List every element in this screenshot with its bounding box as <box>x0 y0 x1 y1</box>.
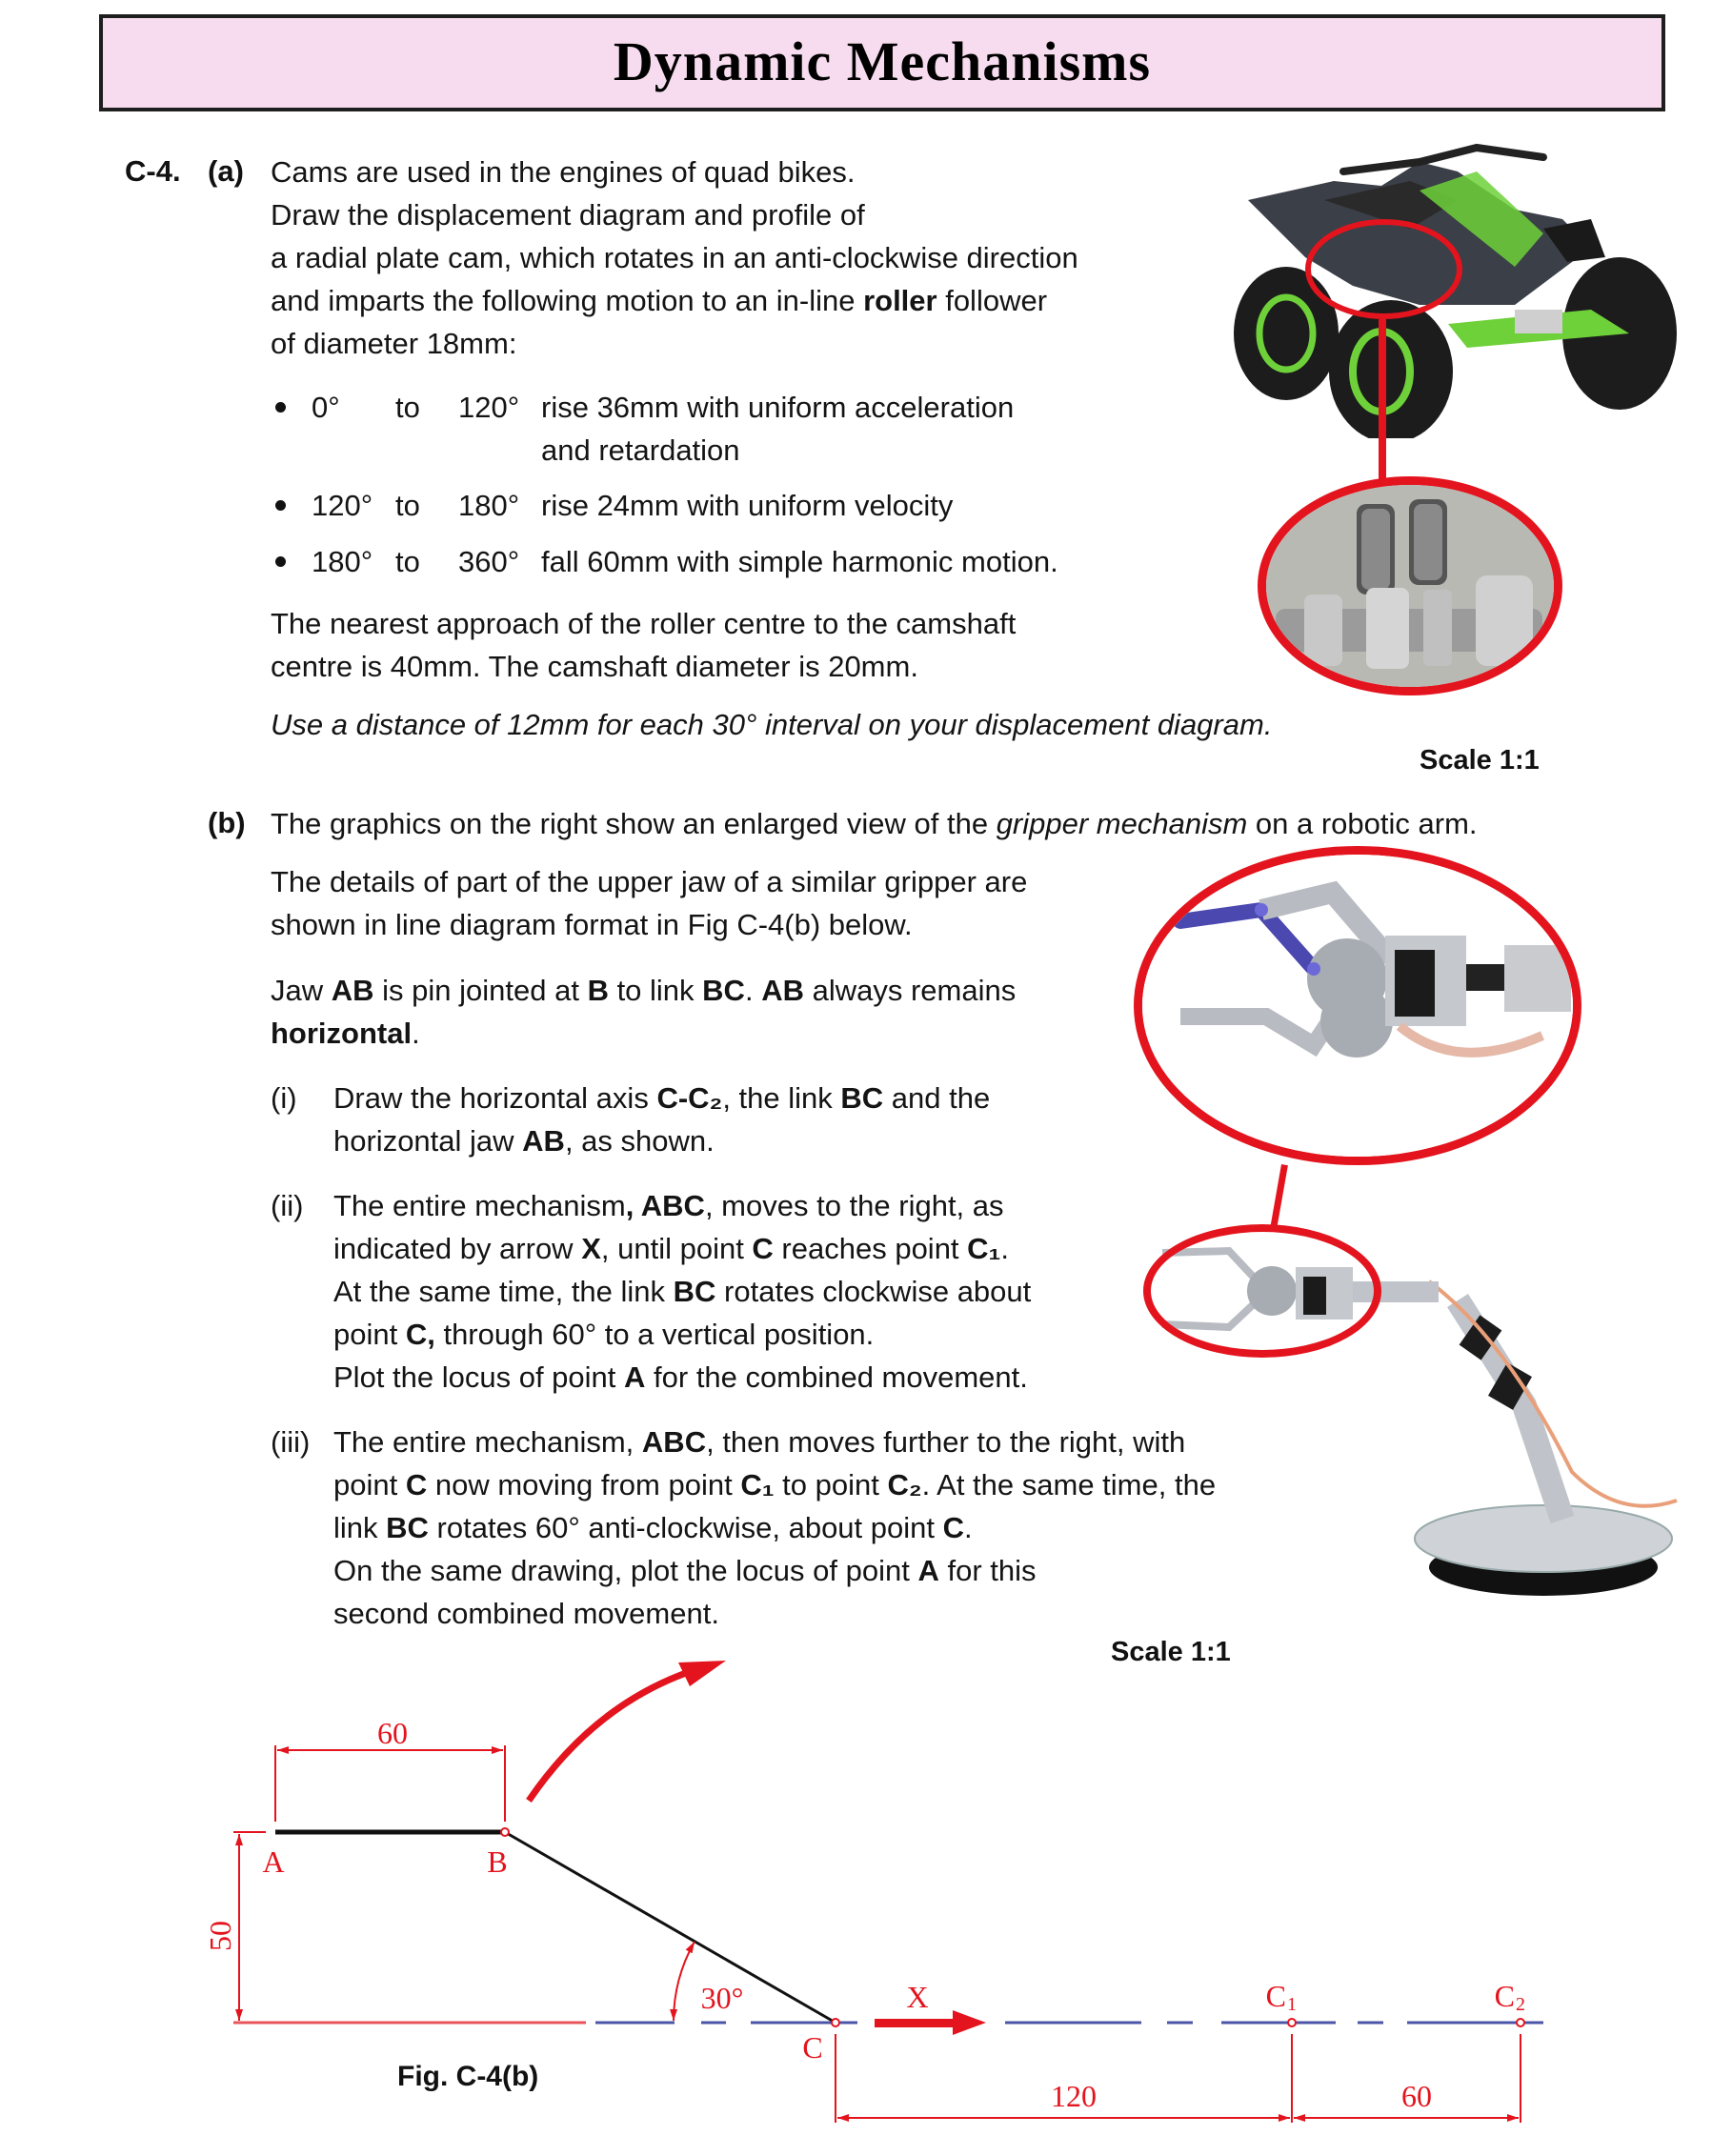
scale-label-a: Scale 1:1 <box>1420 745 1540 776</box>
sub-iii-label: (iii) <box>271 1425 311 1459</box>
angle-arc <box>674 1942 695 2021</box>
motion-2-from: 120° <box>312 489 373 522</box>
link-bc <box>505 1832 836 2023</box>
motion-1-desc-cont: and retardation <box>541 433 740 467</box>
sub-i-line-1: Draw the horizontal axis C-C₂, the link BC and the <box>333 1081 991 1115</box>
approach-line-1: The nearest approach of the roller centre to the camshaft <box>271 607 1017 640</box>
motion-2-to: 180° <box>458 489 520 522</box>
point-label-c1: C <box>1265 1979 1286 2013</box>
motion-2-desc: rise 24mm with uniform velocity <box>541 489 954 522</box>
jaw-line-2: horizontal. <box>271 1017 420 1050</box>
part-a-line-5: of diameter 18mm: <box>271 327 517 360</box>
figure-caption: Fig. C-4(b) <box>397 2061 539 2092</box>
dim-label-angle: 30° <box>700 1981 744 2015</box>
part-a-line-2: Draw the displacement diagram and profile of <box>271 198 865 232</box>
part-a-line-1: Cams are used in the engines of quad bikes. <box>271 155 856 189</box>
sub-ii-line-5: Plot the locus of point A for the combined movement. <box>333 1360 1028 1394</box>
sub-ii-line-4: point C, through 60° to a vertical position. <box>333 1318 875 1351</box>
dimension-ab <box>275 1745 505 1822</box>
point-label-c2-sub: 2 <box>1516 1994 1525 2015</box>
part-b-intro: The graphics on the right show an enlarged view of the gripper mechanism on a robotic arm. <box>271 807 1478 840</box>
motion-2-to-word: to <box>395 489 420 522</box>
dim-label-height: 50 <box>203 1921 237 1951</box>
motion-1-to-word: to <box>395 391 420 424</box>
dim-label-ab: 60 <box>377 1716 408 1750</box>
displacement-instruction: Use a distance of 12mm for each 30° interval on your displacement diagram. <box>271 708 1273 741</box>
page-title: Dynamic Mechanisms <box>613 30 1152 92</box>
sub-i-label: (i) <box>271 1081 297 1115</box>
movement-arrow-x <box>875 2010 986 2035</box>
approach-line-2: centre is 40mm. The camshaft diameter is 20mm. <box>271 650 918 683</box>
pin-b <box>501 1828 509 1836</box>
sub-i-line-2: horizontal jaw AB, as shown. <box>333 1124 715 1158</box>
scale-label-b: Scale 1:1 <box>1111 1637 1231 1667</box>
point-label-c1-sub: 1 <box>1287 1994 1297 2015</box>
point-label-c: C <box>802 2030 823 2065</box>
rotation-arrow-head <box>678 1661 726 1686</box>
pin-c <box>832 2019 839 2026</box>
sub-ii-line-2: indicated by arrow X, until point C reaches point C₁. <box>333 1232 1010 1265</box>
part-a-line-3: a radial plate cam, which rotates in an anti-clockwise direction <box>271 241 1078 274</box>
motion-3-to-word: to <box>395 545 420 578</box>
details-line-1: The details of part of the upper jaw of a similar gripper are <box>271 865 1028 898</box>
sub-ii-label: (ii) <box>271 1189 304 1222</box>
arrow-label-x: X <box>906 1980 929 2014</box>
dim-label-c-c1: 120 <box>1051 2079 1097 2113</box>
rotation-arrow <box>529 1665 710 1801</box>
point-c1 <box>1288 2019 1296 2026</box>
part-a-label: (a) <box>208 154 244 188</box>
part-a-line-4: and imparts the following motion to an in-line roller follower <box>271 284 1048 317</box>
motion-1-to: 120° <box>458 391 520 424</box>
motion-3-desc: fall 60mm with simple harmonic motion. <box>541 545 1058 578</box>
sub-iii-line-1: The entire mechanism, ABC, then moves further to the right, with <box>333 1425 1186 1459</box>
question-number: C-4. <box>125 154 181 188</box>
sub-iii-line-2: point C now moving from point C₁ to point C₂. At the same time, the <box>333 1468 1217 1501</box>
sub-iii-line-4: On the same drawing, plot the locus of point A for this <box>333 1554 1037 1587</box>
sub-ii-line-3: At the same time, the link BC rotates clockwise about <box>333 1275 1032 1308</box>
point-label-c2: C <box>1494 1979 1515 2013</box>
point-label-a: A <box>262 1844 285 1879</box>
motion-3-to: 360° <box>458 545 520 578</box>
motion-3-from: 180° <box>312 545 373 578</box>
details-line-2: shown in line diagram format in Fig C-4(b) below. <box>271 908 913 941</box>
part-b-label: (b) <box>208 806 246 839</box>
jaw-line-1: Jaw AB is pin jointed at B to link BC. AB always remains <box>271 974 1017 1007</box>
point-c2 <box>1517 2019 1524 2026</box>
dim-label-c1-c2: 60 <box>1401 2079 1432 2113</box>
sub-ii-line-1: The entire mechanism, ABC, moves to the right, as <box>333 1189 1004 1222</box>
motion-1-desc: rise 36mm with uniform acceleration <box>541 391 1015 424</box>
point-label-b: B <box>487 1844 508 1879</box>
motion-1-from: 0° <box>312 391 340 424</box>
sub-iii-line-5: second combined movement. <box>333 1597 719 1630</box>
sub-iii-line-3: link BC rotates 60° anti-clockwise, about point C. <box>333 1511 973 1544</box>
